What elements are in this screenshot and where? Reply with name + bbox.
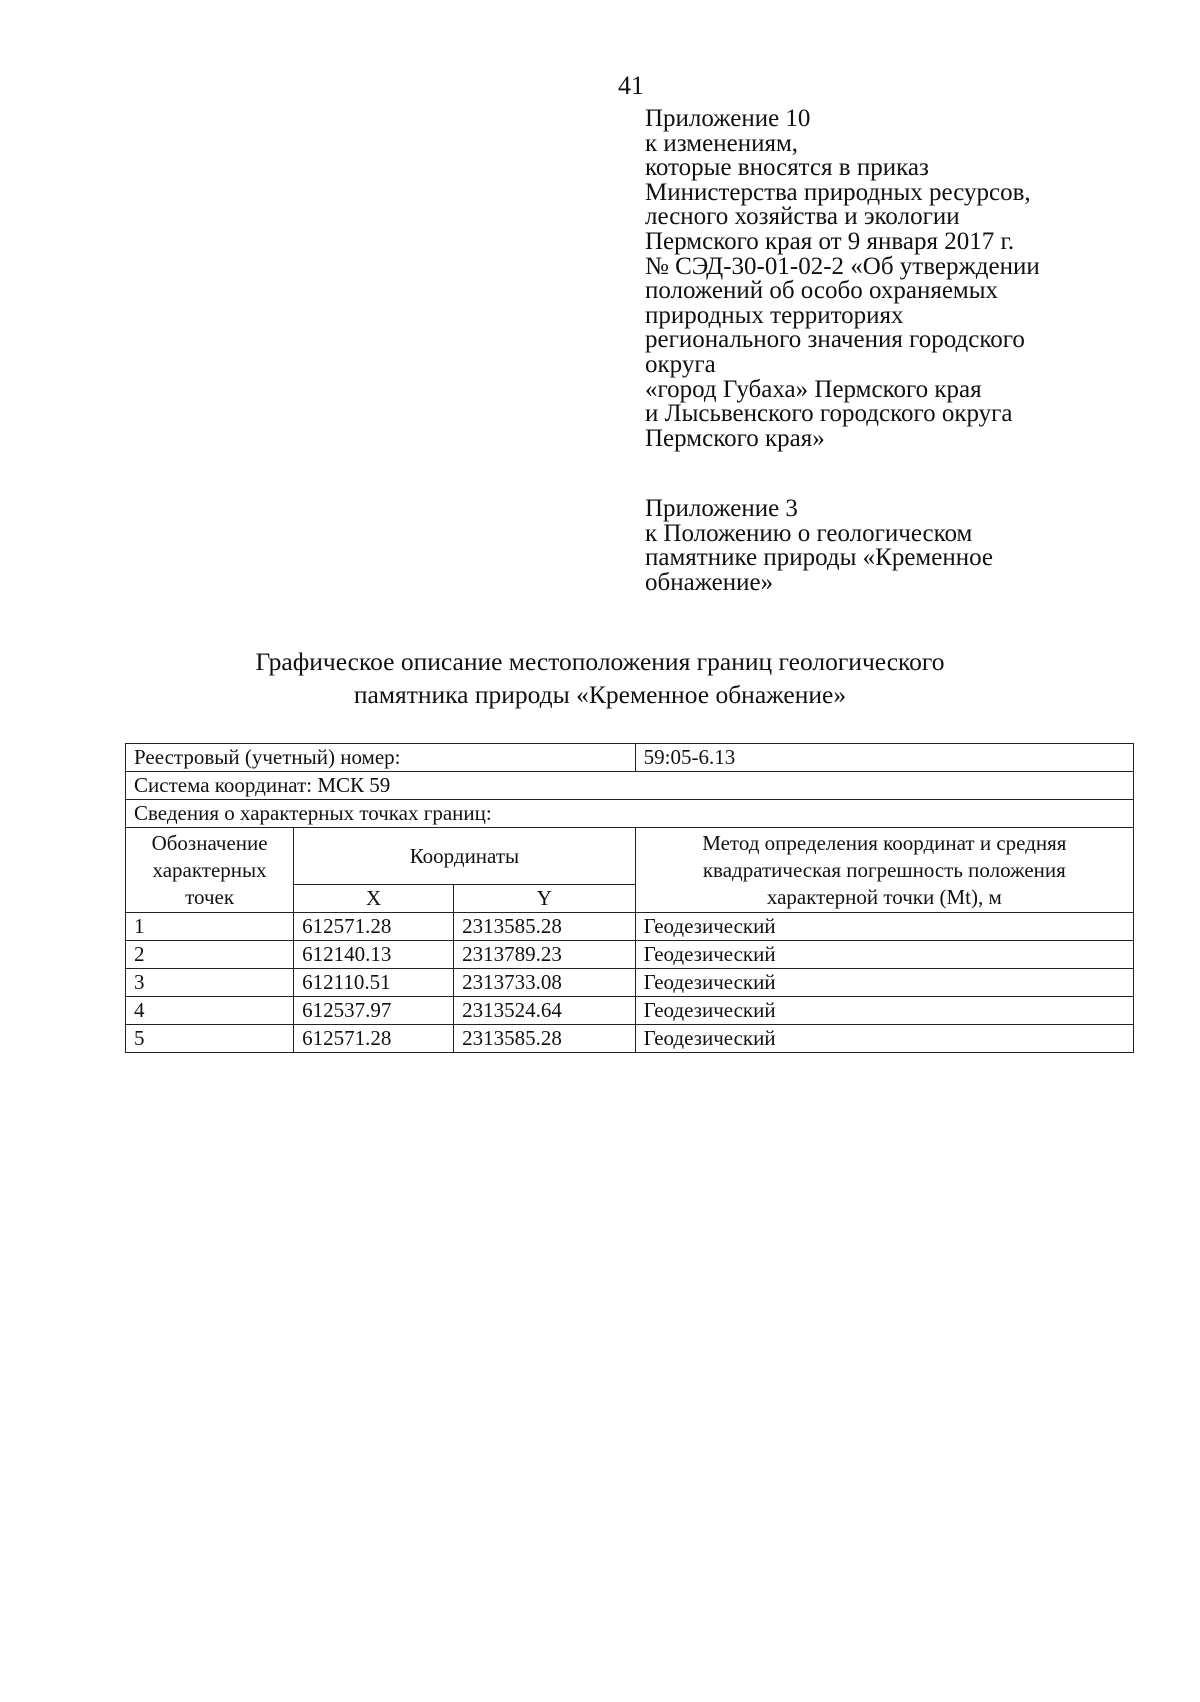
cell-y: 2313733.08 [454, 969, 636, 997]
table-row [126, 941, 1134, 969]
document-title-line-1: Графическое описание местоположения границ геологического [255, 647, 945, 676]
annex-10-line: лесного хозяйства и экологии [645, 203, 960, 231]
annex-10-line: Министерства природных ресурсов, [645, 178, 1031, 206]
table-header-row [126, 828, 1134, 885]
annex-10-line: Пермского края от 9 января 2017 г. [645, 227, 1015, 255]
annex-10-line: Пермского края» [645, 424, 825, 452]
annex-10-line: Приложение 10 [645, 105, 811, 132]
table-row [126, 969, 1134, 997]
annex-3-block [645, 497, 1145, 595]
annex-10-line: регионального значения городского [645, 326, 1025, 354]
annex-10-line: и Лысьвенского городского округа [645, 400, 1013, 428]
column-header-method-line: Метод определения координат и средняя [702, 830, 1067, 855]
annex-10-block [645, 107, 1145, 451]
cell-point: 2 [126, 941, 294, 969]
annex-10-line: положений об особо охраняемых [645, 277, 999, 305]
cell-x: 612537.97 [294, 997, 454, 1025]
cell-method: Геодезический [635, 941, 1133, 969]
annex-3-line: памятнике природы «Кременное [645, 544, 993, 572]
column-header-point [126, 828, 294, 913]
cell-point: 4 [126, 997, 294, 1025]
annex-10-line: к изменениям, [645, 129, 799, 157]
table-row [126, 772, 1134, 800]
cell-method: Геодезический [635, 1025, 1133, 1053]
annex-3-line: Приложение 3 [645, 495, 798, 522]
cell-y: 2313789.23 [454, 941, 636, 969]
annex-10-line: «город Губаха» Пермского края [645, 375, 982, 403]
cell-x: 612140.13 [294, 941, 454, 969]
column-header-point-line: характерных [152, 857, 267, 882]
table-row [126, 997, 1134, 1025]
registry-label: Реестровый (учетный) номер: [126, 744, 636, 772]
cell-x: 612110.51 [294, 969, 454, 997]
cell-x: 612571.28 [294, 913, 454, 941]
coordinate-system: Система координат: МСК 59 [126, 772, 1134, 800]
cell-method: Геодезический [635, 913, 1133, 941]
cell-point: 3 [126, 969, 294, 997]
cell-method: Геодезический [635, 997, 1133, 1025]
cell-x: 612571.28 [294, 1025, 454, 1053]
column-header-point-line: точек [185, 884, 235, 909]
cell-point: 1 [126, 913, 294, 941]
column-header-method [635, 828, 1133, 913]
registry-value: 59:05-6.13 [635, 744, 1133, 772]
document-title-line-2: памятника природы «Кременное обнажение» [353, 680, 847, 709]
annex-10-line: которые вносятся в приказ [645, 154, 929, 182]
annex-10-line: природных территориях [645, 301, 904, 329]
cell-y: 2313585.28 [454, 913, 636, 941]
column-header-point-line: Обозначение [151, 830, 268, 855]
annex-10-line: округа [645, 350, 716, 378]
cell-y: 2313585.28 [454, 1025, 636, 1053]
annex-3-line: к Положению о геологическом [645, 519, 973, 547]
table-row [126, 913, 1134, 941]
cell-point: 5 [126, 1025, 294, 1053]
cell-method: Геодезический [635, 969, 1133, 997]
table-row [126, 800, 1134, 828]
column-header-method-line: квадратическая погрешность положения [702, 857, 1066, 882]
page-number: 41 [618, 71, 644, 100]
column-header-coordinates: Координаты [294, 828, 635, 885]
points-header: Сведения о характерных точках границ: [126, 800, 1134, 828]
cell-y: 2313524.64 [454, 997, 636, 1025]
table-row [126, 744, 1134, 772]
column-header-x: X [294, 885, 454, 913]
document-title [130, 645, 1070, 711]
annex-10-line: № СЭД-30-01-02-2 «Об утверждении [645, 252, 1040, 280]
annex-3-line: обнажение» [645, 568, 774, 596]
table-row [126, 1025, 1134, 1053]
column-header-y: Y [454, 885, 636, 913]
column-header-method-line: характерной точки (Mt), м [766, 884, 1002, 909]
coordinates-table [125, 743, 1134, 1053]
